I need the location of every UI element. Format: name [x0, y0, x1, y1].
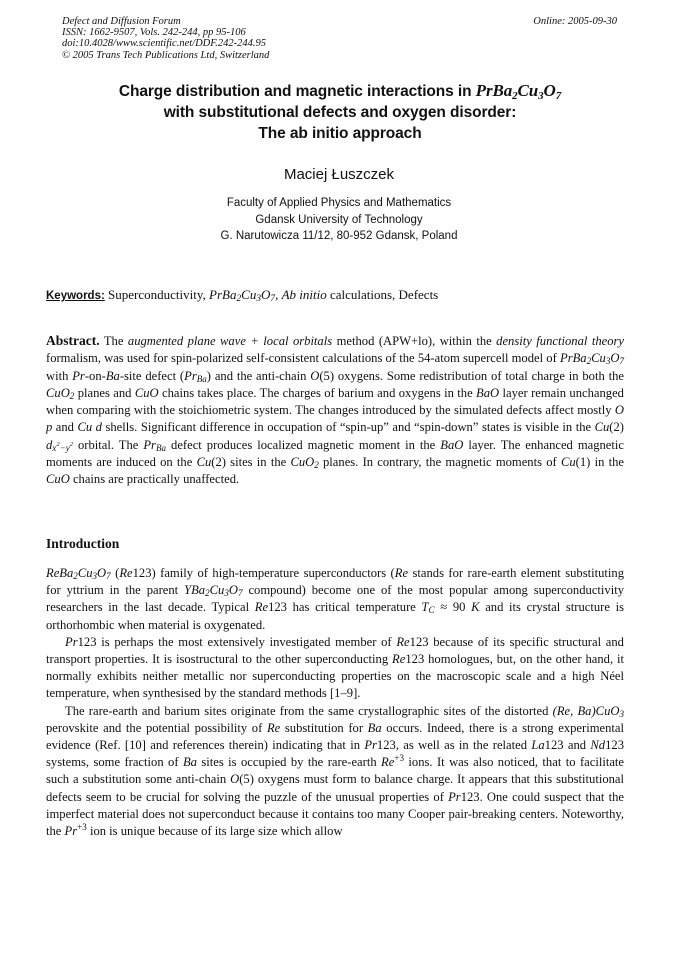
online-date: Online: 2005-09-30: [533, 16, 617, 27]
keywords: Keywords: Superconductivity, $PrBa_2Cu_3O_7$, Ab initio calculations, Defects: [46, 287, 439, 304]
intro-paragraph-3: The rare-earth and barium sites originate from the same crystallographic sites of the distorted (Re, Ba)CuO$_3$ perovskite and the potential possibility of Re substitution for Ba occurs. Indeed, there is a strong experimental evidence (Ref. [10] and references therein) indicating that in Pr123, as well as in the related La123 and Nd123 systems, some fraction of Ba sites is occupied by the rare-earth $Re^{+3}$ ions. It was also noticed, that to facilitate such a substitution some anti-chain O(5) oxygens must form to balance charge. It appears that this substitutional defects seem to be crucial for solving the puzzle of the unusual properties of Pr123. One could suspect that the imperfect material does not superconduct because it contains too many Cooper pair-breaking centers. Noteworthy, the $Pr^{+3}$ ion is unique because of its large size which allow: [46, 703, 625, 839]
issn-line: ISSN: 1662-9507, Vols. 242-244, pp 95-106: [62, 27, 246, 39]
affiliation-line-3: G. Narutowicza 11/12, 80-952 Gdansk, Poland: [220, 230, 458, 242]
abstract-label: Abstract.: [46, 333, 100, 348]
journal-name: Defect and Diffusion Forum: [62, 16, 181, 27]
keywords-label: Keywords:: [46, 290, 105, 302]
intro-paragraph-1: $ReBa_2Cu_3O_7$ (Re123) family of high-temperature superconductors (Re stands for rare-earth element substituting for yttrium in the parent $YBa_2Cu_3O_7$ compound) become one of the most popular among superconductivity researchers in the last decade. Typical Re123 has critical temperature $T_C \approx 90$ K and its crystal structure is orthorhombic when material is oxygenated.: [46, 566, 625, 632]
author-name: Maciej Łuszczek: [283, 166, 395, 183]
abstract: Abstract. The augmented plane wave + local orbitals method (APW+lo), within the density functional theory formalism, was used for spin-polarized self-consistent calculations of the 54-atom supercell model of $PrBa_2Cu_3O_7$ with Pr-on-Ba-site defect $(Pr_{Ba})$ and the anti-chain O(5) oxygens. Some redistribution of total charge in both the CuO$_2$ planes and CuO chains takes place. The charges of barium and oxygens in the BaO layer remain unchanged when comparing with the stoichiometric system. The changes introduced by the simulated defects affect mostly O p and Cu d shells. Significant difference in occupation of “spin-up” and “spin-down” states is visible in the Cu(2) $d_{x^2-y^2}$ orbital. The $Pr_{Ba}$ defect produces localized magnetic moment in the BaO layer. The enhanced magnetic moments are induced on the Cu(2) sites in the CuO$_2$ planes. In contrary, the magnetic moments of Cu(1) in the CuO chains are practically unaffected.: [46, 333, 624, 487]
journal-header: [62, 16, 617, 61]
copyright-line: © 2005 Trans Tech Publications Ltd, Switzerland: [62, 49, 270, 61]
section-title-introduction: Introduction: [46, 536, 120, 551]
doi-line: doi:10.4028/www.scientific.net/DDF.242-244.95: [62, 38, 267, 50]
paper-title: [60, 80, 620, 144]
title-line-1: Charge distribution and magnetic interactions in $PrBa_2Cu_3O_7$: [118, 81, 562, 102]
title-line-2: with substitutional defects and oxygen disorder:: [163, 104, 517, 121]
affiliation-line-2: Gdansk University of Technology: [255, 213, 423, 226]
introduction-body: [46, 565, 624, 840]
title-line-3: The ab initio approach: [258, 125, 422, 142]
intro-paragraph-2: Pr123 is perhaps the most extensively investigated member of Re123 because of its specific structural and transport properties. It is isostructural to the other superconducting Re123 homologues, but, on the other hand, it normally exhibits neither metallic nor superconducting properties on the macroscopic scale and a high Néel temperature, when synthesised by the standard methods [1–9].: [46, 634, 624, 701]
affiliation: [0, 195, 678, 245]
affiliation-line-1: Faculty of Applied Physics and Mathematics: [226, 197, 452, 209]
